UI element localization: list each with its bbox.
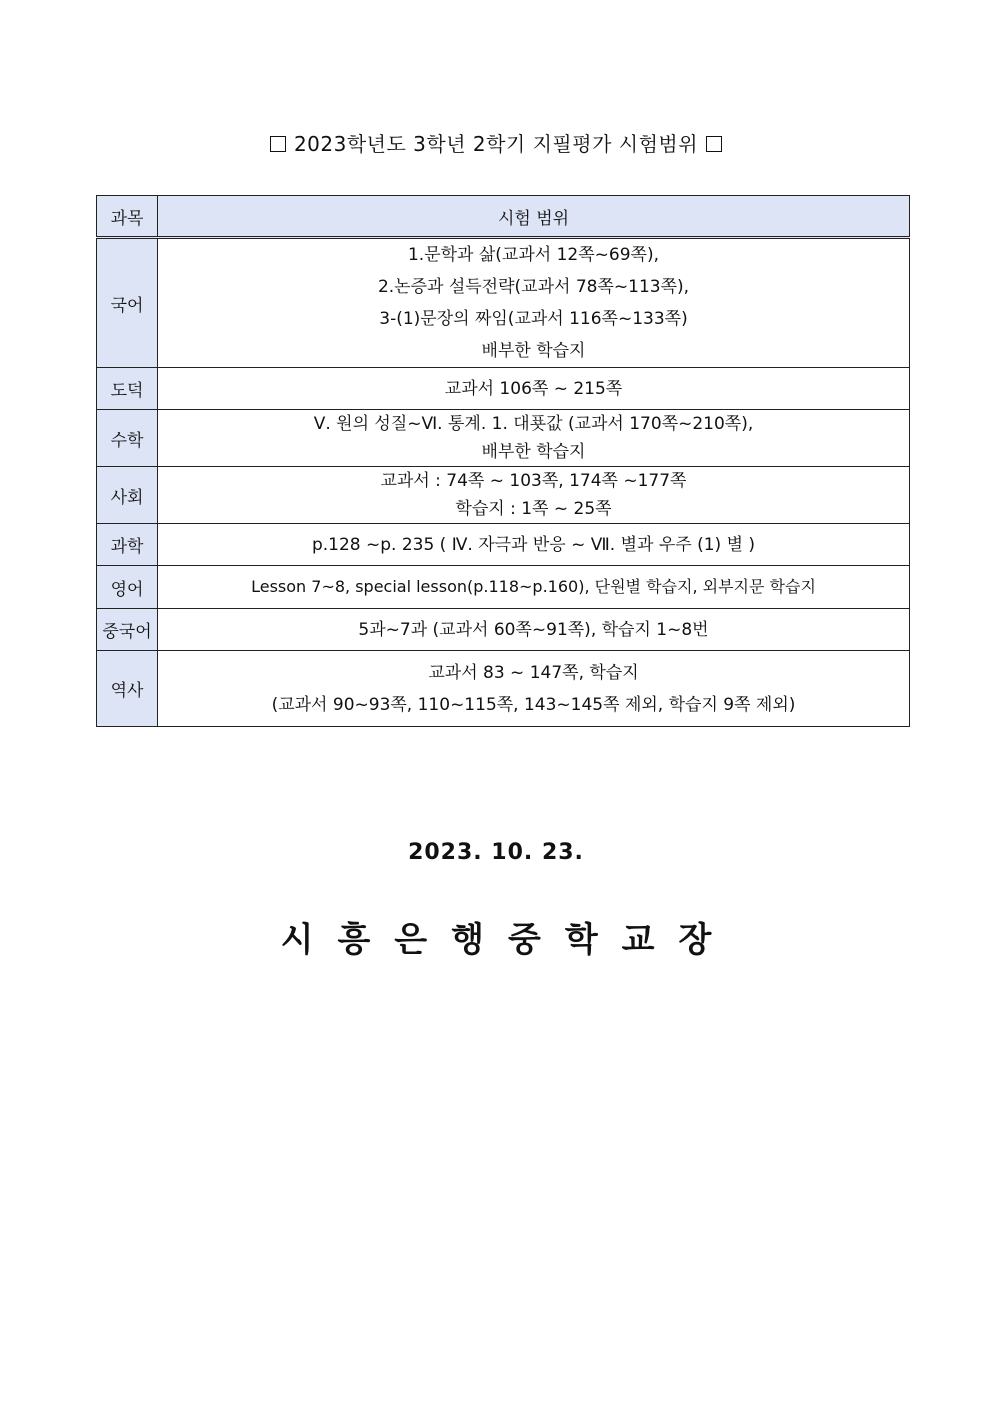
table-row [97,467,910,524]
scope-line: 배부한 학습지 [481,341,586,361]
checkbox-square-icon [270,136,286,152]
scope-line: Lesson 7~8, special lesson(p.118~p.160), 단원별 학습지, 외부지문 학습지 [251,577,816,596]
scope-line: 교과서 106쪽 ~ 215쪽 [444,378,623,399]
scope-cell [158,368,910,410]
subject-cell: 역사 [97,651,158,727]
scope-cell [158,238,910,368]
scope-line: 배부한 학습지 [481,442,586,462]
scope-cell [158,609,910,651]
scope-line: 3-(1)문장의 짜임(교과서 116쪽~133쪽) [379,309,688,329]
exam-scope-table [96,195,910,727]
scope-cell [158,410,910,467]
table-row [97,238,910,368]
document-date: 2023. 10. 23. [408,840,584,865]
table-row [97,609,910,651]
table-row [97,566,910,609]
table-row [97,368,910,410]
scope-cell [158,467,910,524]
subject-cell: 국어 [97,238,158,368]
header-scope: 시험 범위 [158,196,910,238]
document-title-text: 2023학년도 3학년 2학기 지필평가 시험범위 [293,132,699,156]
table-row [97,651,910,727]
scope-line: 1.문학과 삶(교과서 12쪽~69쪽), [407,245,659,265]
scope-line: 교과서 : 74쪽 ~ 103쪽, 174쪽 ~177쪽 [380,471,687,491]
scope-cell [158,651,910,727]
subject-cell: 중국어 [97,609,158,651]
scope-cell [158,566,910,609]
document-title [0,128,992,157]
subject-cell: 도덕 [97,368,158,410]
subject-cell: 수학 [97,410,158,467]
checkbox-square-icon [706,136,722,152]
scope-line: p.128 ~p. 235 ( Ⅳ. 자극과 반응 ~ Ⅶ. 별과 우주 (1) 별 ) [311,534,756,555]
table-row [97,410,910,467]
scope-line: 2.논증과 설득전략(교과서 78쪽~113쪽), [377,277,690,297]
subject-cell: 과학 [97,524,158,566]
subject-cell: 영어 [97,566,158,609]
subject-cell: 사회 [97,467,158,524]
scope-line: 학습지 : 1쪽 ~ 25쪽 [455,499,612,519]
scope-line: 교과서 83 ~ 147쪽, 학습지 [428,662,639,683]
scope-line: (교과서 90~93쪽, 110~115쪽, 143~145쪽 제외, 학습지 9쪽 제외) [271,694,796,715]
issuer-signature: 시흥은행중학교장 [280,920,736,960]
table-header-row [97,196,910,238]
scope-line: Ⅴ. 원의 성질~Ⅵ. 통계. 1. 대푯값 (교과서 170쪽~210쪽), [313,414,754,434]
table-row [97,524,910,566]
scope-cell [158,524,910,566]
scope-line: 5과~7과 (교과서 60쪽~91쪽), 학습지 1~8번 [358,619,709,640]
header-subject: 과목 [97,196,158,238]
